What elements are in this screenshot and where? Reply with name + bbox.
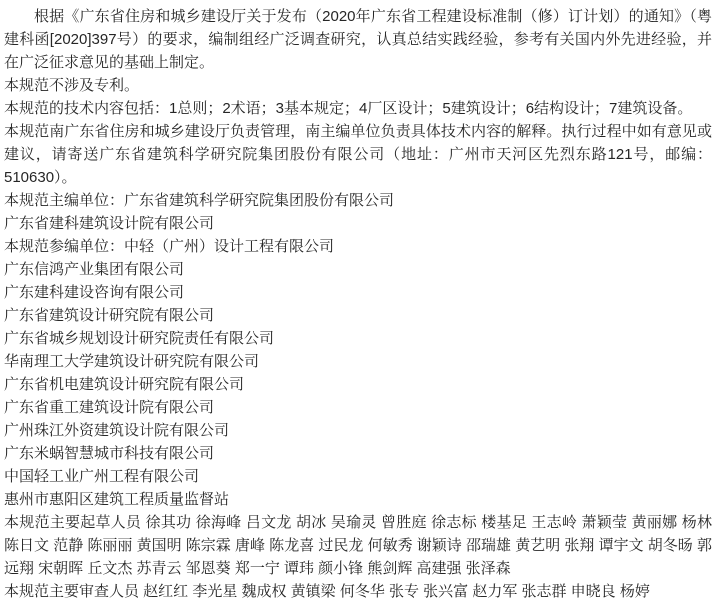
participating-unit: 广东省建筑设计研究院有限公司 [4, 307, 215, 324]
participating-unit: 广东建科建设咨询有限公司 [4, 284, 185, 301]
management-note: 本规范南广东省住房和城乡建设厅负责管理，南主编单位负责具体技术内容的解释。执行过程中如有意见或建议，请寄送广东省建筑科学研究院集团股份有限公司（地址：广州市天河区先烈东路121号，邮编：510630）。 [4, 123, 712, 186]
participating-unit: 广东信鸿产业集团有限公司 [4, 261, 185, 278]
participating-unit: 中国轻工业广州工程有限公司 [4, 468, 200, 485]
chief-editor-unit-2: 广东省建科建筑设计院有限公司 [4, 215, 215, 232]
participating-unit-line: 本规范参编单位：中轻（广州）设计工程有限公司 [4, 238, 335, 255]
reviewers-line: 本规范主要审查人员 赵红红 李光星 魏成权 黄镇梁 何冬华 张专 张兴富 赵力军 张志群 申晓良 杨婷 [4, 583, 650, 600]
participating-unit: 惠州市惠阳区建筑工程质量监督站 [4, 491, 230, 508]
participating-unit: 广东米蜗智慧城市科技有限公司 [4, 445, 215, 462]
contents-note: 本规范的技术内容包括：1总则；2术语；3基本规定；4厂区设计；5建筑设计；6结构设计；7建筑设备。 [4, 100, 693, 117]
patent-note: 本规范不涉及专利。 [4, 77, 140, 94]
participating-unit: 广东省重工建筑设计院有限公司 [4, 399, 215, 416]
participating-unit: 华南理工大学建筑设计研究院有限公司 [4, 353, 260, 370]
drafters-line: 本规范主要起草人员 徐其功 徐海峰 吕文龙 胡冰 吴瑜灵 曾胜庭 徐志标 楼基足 王志岭 萧颖莹 黄丽娜 杨林 陈日文 范静 陈丽丽 黄国明 陈宗霖 唐峰 陈龙喜 过民龙 何敏秀 谢颖诗 邵瑞雄 黄艺明 张翔 谭宇文 胡冬旸 郭远翔 宋朝晖 丘文杰 苏青云 邹恩葵 郑一宁 谭玮 颜小锋 熊剑辉 高建强 张泽森 [4, 514, 712, 577]
chief-editor-unit-line: 本规范主编单位：广东省建筑科学研究院集团股份有限公司 [4, 192, 395, 209]
participating-unit: 广东省机电建筑设计研究院有限公司 [4, 376, 245, 393]
participating-unit: 广州珠江外资建筑设计院有限公司 [4, 422, 230, 439]
participating-unit: 广东省城乡规划设计研究院责任有限公司 [4, 330, 275, 347]
intro-paragraph: 根据《广东省住房和城乡建设厅关于发布（2020年广东省工程建设标准制（修）订计划）的通知》（粤建科函[2020]397号）的要求，编制组经广泛调查研究，认真总结实践经验，参考有关国内外先进经验，并在广泛征求意见的基础上制定。 [4, 8, 712, 71]
